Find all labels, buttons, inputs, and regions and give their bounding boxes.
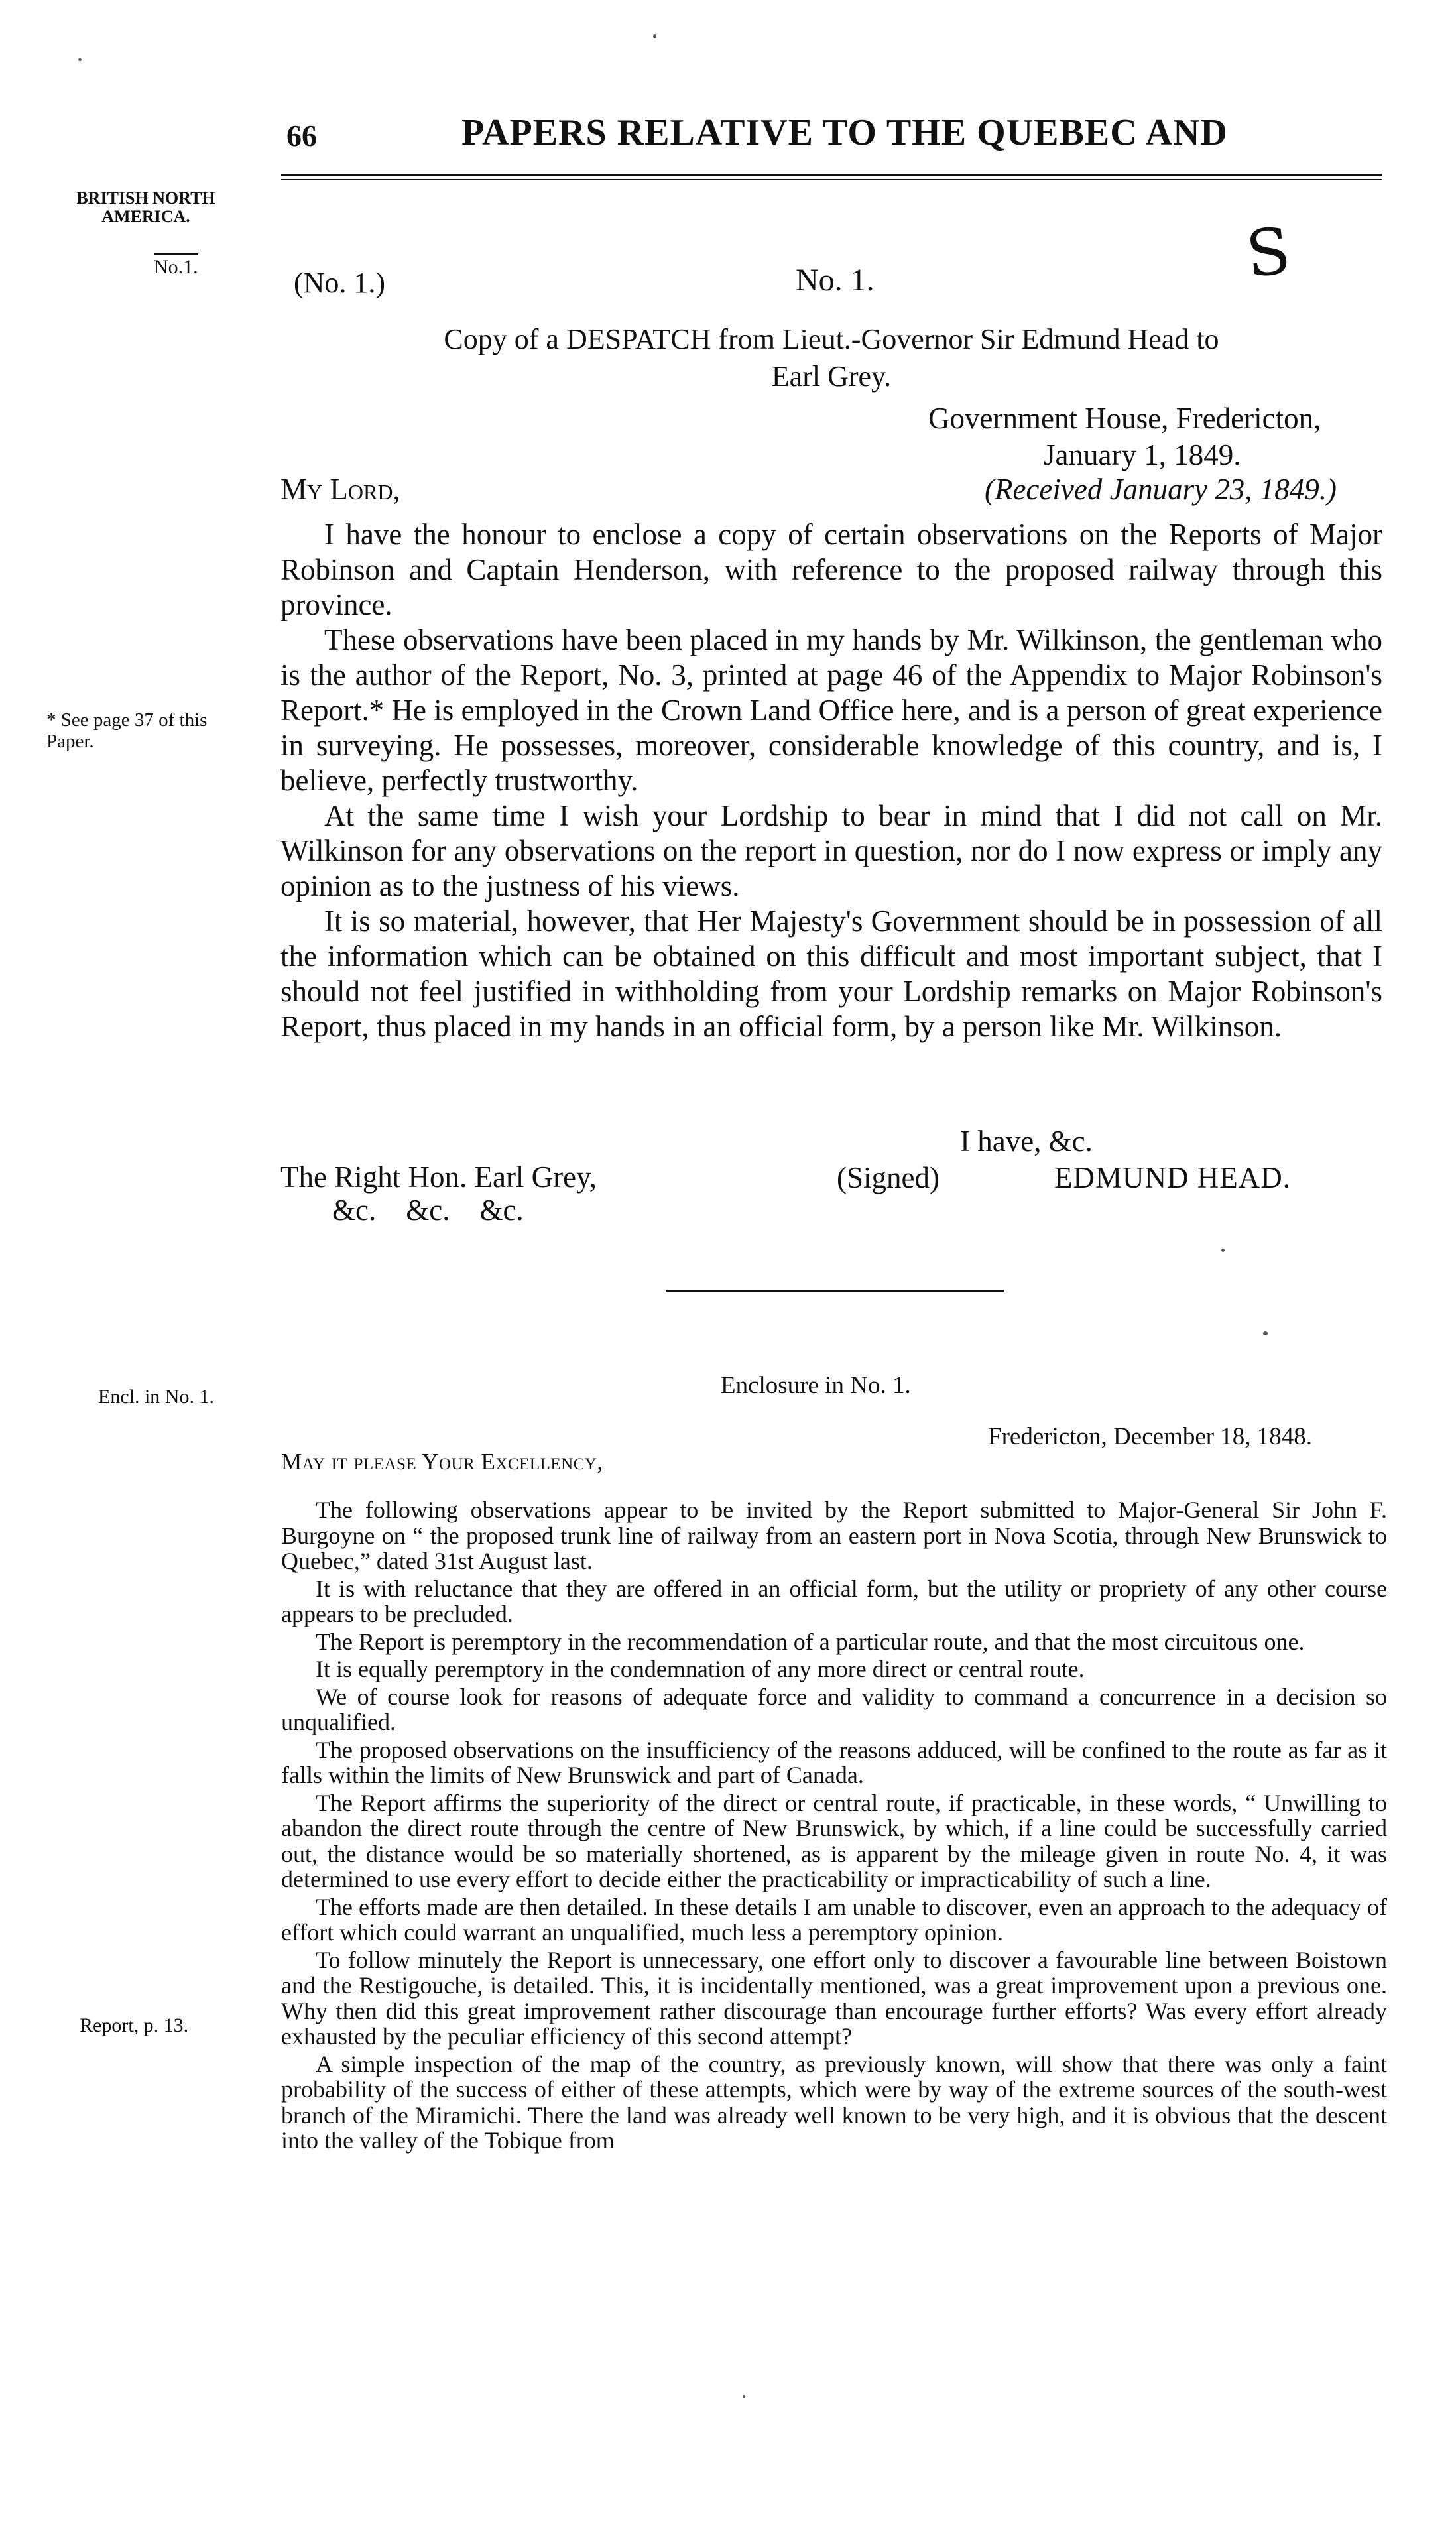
margin-enclosure-note: Encl. in No. 1. xyxy=(98,1386,214,1408)
enclosure-salutation: May it please Your Excellency, xyxy=(281,1449,603,1475)
enclosure-paragraph: The following observations appear to be invited by the Report submitted to Major-General Sir John F. Burgoyne on “ the proposed trunk line of railway from an eastern port in Nova Scotia, through New Brunswick to Quebec,” dated 31st August last. xyxy=(281,1497,1387,1574)
margin-region-note: BRITISH NORTH AMERICA. xyxy=(76,188,215,226)
enclosure-paragraph: The efforts made are then detailed. In these details I am unable to discover, even an approach to the adequacy of effort which could warrant an unqualified, much less a peremptory opinion. xyxy=(281,1893,1387,1945)
margin-number-note: No.1. xyxy=(154,256,198,278)
despatch-paragraph: It is so material, however, that Her Majesty's Government should be in possession of all the information which can be obtained on this difficult and most important subject, that I should not feel justified in withholding from your Lordship remarks on Major Robinson's Report, thus placed in my hands in an official form, by a person like Mr. Wilkinson. xyxy=(280,904,1382,1043)
despatch-salutation: My Lord, xyxy=(280,473,400,506)
enclosure-paragraph: It is with reluctance that they are offered in an official form, but the utility or propriety of any other course appears to be precluded. xyxy=(281,1575,1387,1627)
scan-speck xyxy=(1221,1249,1225,1252)
despatch-date: January 1, 1849. xyxy=(1044,438,1241,471)
section-divider xyxy=(666,1290,1004,1292)
despatch-received: (Received January 23, 1849.) xyxy=(985,473,1337,506)
header-rule xyxy=(281,174,1382,176)
despatch-paren-number: (No. 1.) xyxy=(294,267,386,299)
enclosure-paragraph: The Report affirms the superiority of the direct or central route, if practicable, in these words, “ Unwilling to abandon the direct route through the centre of New Brunswick, by which, if a line could be successfully carried out, the distance would be so materially shortened, as is apparent by the mileage given in route No. 4, it was determined to use every effort to decide either the practicability or impracticability of such a line. xyxy=(281,1789,1387,1892)
despatch-paragraph: I have the honour to enclose a copy of certain observations on the Reports of Major Robinson and Captain Henderson, with reference to the proposed railway through this province. xyxy=(280,518,1382,621)
pencil-mark: S xyxy=(1243,213,1294,292)
despatch-body xyxy=(280,517,1382,1044)
page-number: 66 xyxy=(286,119,317,153)
despatch-closing: I have, &c. xyxy=(960,1125,1093,1158)
enclosure-paragraph: The Report is peremptory in the recommendation of a particular route, and that the most circuitous one. xyxy=(316,1628,1305,1655)
enclosure-date: Fredericton, December 18, 1848. xyxy=(988,1423,1313,1450)
enclosure-body xyxy=(281,1497,1387,2156)
enclosure-paragraph: A simple inspection of the map of the country, as previously known, will show that there was only a faint probability of the success of either of these attempts, which were by way of the extreme sources of the south-west branch of the Miramichi. There the land was already well known to be very high, and it is obvious that the descent into the valley of the Tobique from xyxy=(281,2050,1387,2154)
enclosure-paragraph: It is equally peremptory in the condemnation of any more direct or central route. xyxy=(316,1656,1085,1682)
despatch-paragraph: These observations have been placed in my hands by Mr. Wilkinson, the gentleman who is the author of the Report, No. 3, printed at page 46 of the Appendix to Major Robinson's Report.* He is employed in the Crown Land Office here, and is a person of great experience in surveying. He possesses, moreover, considerable knowledge of this country, and is, I believe, perfectly trustworthy. xyxy=(280,623,1382,797)
despatch-signed: (Signed) xyxy=(837,1161,940,1194)
scan-speck xyxy=(78,58,82,61)
despatch-addressee xyxy=(280,1160,597,1227)
enclosure-paragraph: To follow minutely the Report is unnecessary, one effort only to discover a favourable line between Boistown and the Restigouche, is detailed. This, it is incidentally mentioned, was a great improvement upon a previous one. Why then did this great improvement rather discourage than encourage further efforts? Was every effort already exhausted by the peculiar efficiency of this second attempt? xyxy=(281,1946,1387,2050)
scan-speck xyxy=(1263,1331,1268,1335)
running-title: PAPERS RELATIVE TO THE QUEBEC AND xyxy=(461,112,1228,153)
enclosure-paragraph: We of course look for reasons of adequate force and validity to command a concurrence in a decision so unqualified. xyxy=(281,1683,1387,1735)
despatch-signer: EDMUND HEAD. xyxy=(1054,1161,1291,1194)
despatch-title-line2: Earl Grey. xyxy=(771,360,892,393)
margin-see-note: * See page 37 of this Paper. xyxy=(46,709,208,752)
despatch-number: No. 1. xyxy=(796,263,875,298)
despatch-title xyxy=(281,321,1382,395)
scan-speck xyxy=(653,34,656,38)
despatch-place: Government House, Fredericton, xyxy=(928,402,1321,435)
header-rule-thin xyxy=(281,179,1382,180)
despatch-paragraph: At the same time I wish your Lordship to bear in mind that I did not call on Mr. Wilkinson for any observations on the report in question, nor do I now express or imply any opinion as to the justness of his views. xyxy=(280,799,1382,902)
despatch-title-line1: Copy of a DESPATCH from Lieut.-Governor Sir Edmund Head to xyxy=(444,323,1219,355)
addressee-line2: &c. &c. &c. xyxy=(332,1194,524,1227)
scan-speck xyxy=(743,2395,745,2398)
addressee-line1: The Right Hon. Earl Grey, xyxy=(280,1160,597,1194)
margin-report-note: Report, p. 13. xyxy=(80,2014,189,2036)
enclosure-heading: Enclosure in No. 1. xyxy=(721,1372,911,1399)
enclosure-paragraph: The proposed observations on the insufficiency of the reasons adduced, will be confined to the route as far as it falls within the limits of New Brunswick and part of Canada. xyxy=(281,1736,1387,1788)
